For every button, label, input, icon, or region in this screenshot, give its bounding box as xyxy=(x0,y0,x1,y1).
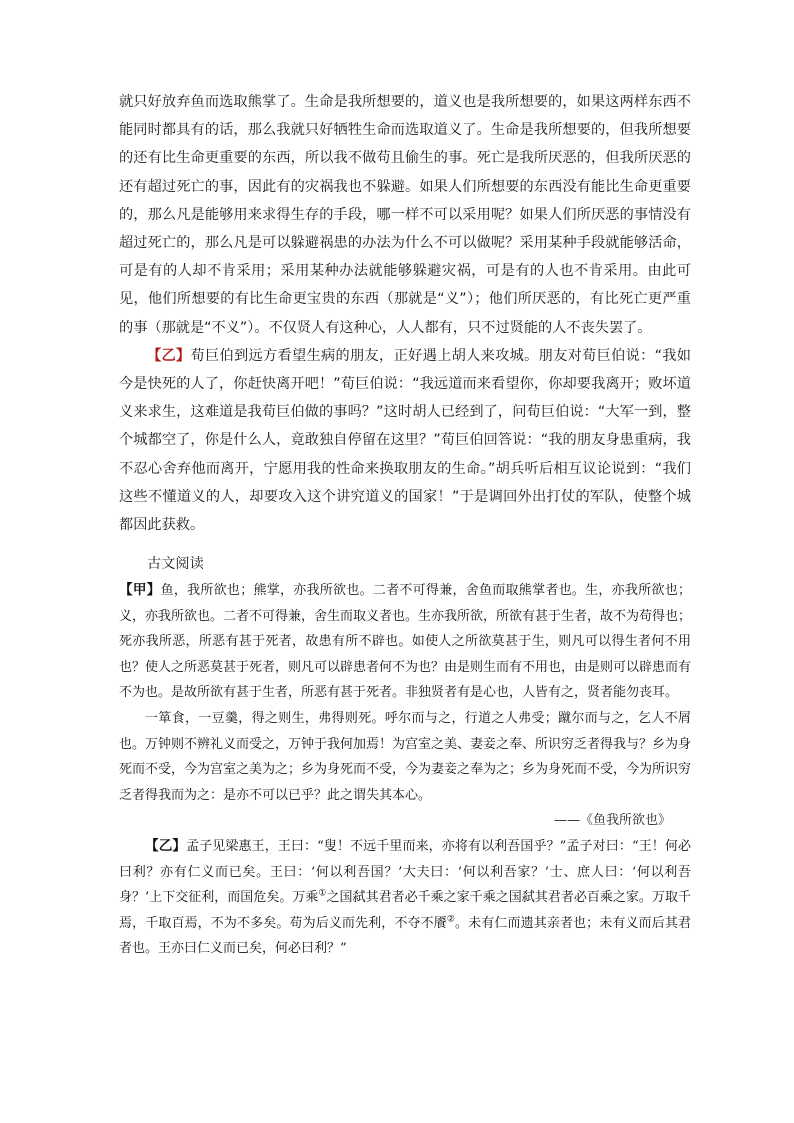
ancient-paragraph-yi-text-2: 之国弑其君者必千乘之家千乘之国弑其君者必百乘之家。万取千焉，千取百焉，不为不多矣。苟为后义而先利，不夺不餍 xyxy=(119,890,691,931)
ancient-paragraph-jia-1-text: 鱼，我所欲也；熊掌，亦我所欲也。二者不可得兼，舍鱼而取熊掌者也。生，亦我所欲也；义，亦我所欲也。二者不可得兼，舍生而取义者也。生亦我所欲，所欲有甚于生者，故不为苟得也；死亦我所恶，所恶有甚于死者，故患有所不辟也。如使人之所欲莫甚于生，则凡可以得生者何不用也？使人之所恶莫甚于死者，则凡可以辟患者何不为也？由是则生而有不用也，由是则可以辟患而有不为也。是故所欲有甚于生者，所恶有甚于死者。非独贤者有是心也，人皆有之，贤者能勿丧耳。 xyxy=(119,583,692,701)
section-mark-yi-ancient: 【乙】 xyxy=(145,837,187,854)
ancient-text-section xyxy=(119,552,691,962)
ancient-paragraph-yi xyxy=(119,834,691,962)
ancient-paragraph-yi-text-1: 孟子见梁惠王，王曰：“叟！不远千里而来，亦将有以利吾国乎？”孟子对曰：“王！何必曰利？亦有仁义而已矣。王曰：‘何以利吾国？’大夫曰：‘何以利吾家？’士、庶人曰：‘何以利吾身？’上下交征利，而国危矣。万乘 xyxy=(119,838,691,906)
footnote-marker-1[interactable]: ① xyxy=(318,888,327,899)
ancient-paragraph-yi-text-3: 。未有仁而遗其亲者也；未有义而后其君者也。王亦曰仁义而已矣，何必曰利？” xyxy=(119,915,691,957)
translation-block xyxy=(119,88,691,539)
ancient-paragraph-jia-2: 一箪食，一豆羹，得之则生，弗得则死。呼尔而与之，行道之人弗受；蹴尔而与之，乞人不屑也。万钟则不辨礼义而受之，万钟于我何加焉！为宫室之美、妻妾之奉、所识穷乏者得我与？乡为身死而不受，今为宫室之美为之；乡为身死而不受，今为妻妾之奉为之；乡为身死而不受，今为所识穷乏者得我而为之：是亦不可以已乎？此之谓失其本心。 xyxy=(119,710,692,803)
translation-paragraph-jia: 就只好放弃鱼而选取熊掌了。生命是我所想要的，道义也是我所想要的，如果这两样东西不能同时都具有的话，那么我就只好牺牲生命而选取道义了。生命是我所想要的，但我所想要的还有比生命更重要的东西，所以我不做苟且偷生的事。死亡是我所厌恶的，但我所厌恶的还有超过死亡的事，因此有的灾祸我也不躲避。如果人们所想要的东西没有能比生命更重要的，那么凡是能够用来求得生存的手段，哪一样不可以采用呢？如果人们所厌恶的事情没有超过死亡的，那么凡是可以躲避祸患的办法为什么不可以做呢？采用某种手段就能够活命，可是有的人却不肯采用；采用某种办法就能够躲避灾祸，可是有的人也不肯采用。由此可见，他们所想要的有比生命更宝贵的东西（那就是“义”）；他们所厌恶的，有比死亡更严重的事（那就是“不义”）。不仅贤人有这种心，人人都有，只不过贤能的人不丧失罢了。 xyxy=(119,94,691,336)
section-mark-yi: 【乙】 xyxy=(147,347,191,364)
ancient-paragraph-jia-1 xyxy=(119,578,691,706)
translation-paragraph-yi xyxy=(119,342,691,539)
footnote-marker-2[interactable]: ② xyxy=(446,914,456,925)
section-title: 古文阅读 xyxy=(147,556,204,572)
section-mark-jia: 【甲】 xyxy=(119,582,161,598)
source-citation: ——《鱼我所欲也》 xyxy=(553,813,671,829)
translation-paragraph-yi-text: 荀巨伯到远方看望生病的朋友，正好遇上胡人来攻城。朋友对荀巨伯说：“我如今是快死的人了，你赶快离开吧！”荀巨伯说：“我远道而来看望你，你却要我离开；败坏道义来求生，这难道是我荀巨伯做的事吗？”这时胡人已经到了，问荀巨伯说：“大军一到，整个城都空了，你是什么人，竟敢独自停留在这里？”荀巨伯回答说：“我的朋友身患重病，我不忍心舍弃他而离开，宁愿用我的性命来换取朋友的生命。”胡兵听后相互议论说到：“我们这些不懂道义的人，却要攻入这个讲究道义的国家！”于是调回外出打仗的军队，使整个城都因此获救。 xyxy=(119,347,691,534)
